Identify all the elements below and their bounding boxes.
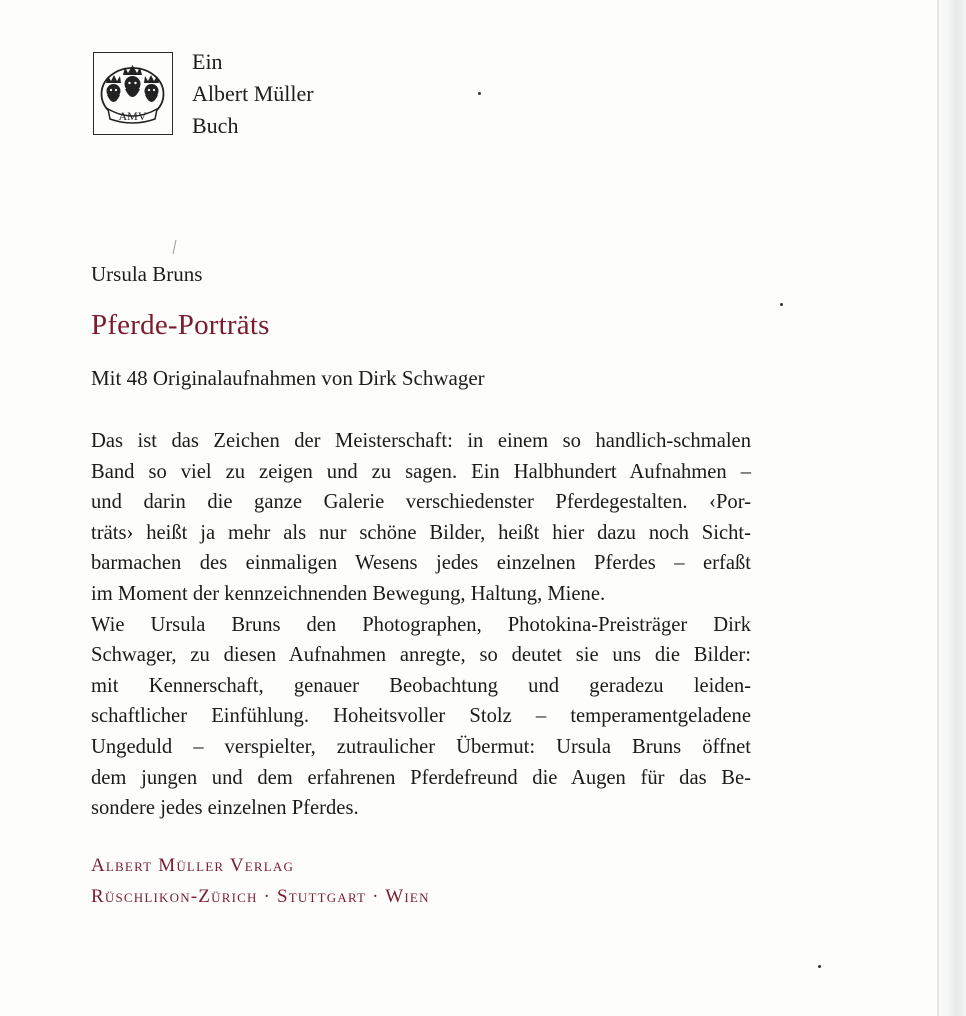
blurb-line: Band so viel zu zeigen und zu sagen. Ein Halbhundert Aufnahmen – (91, 460, 751, 483)
author-name: Ursula Bruns (91, 262, 203, 286)
imprint-line-1: Ein (192, 49, 223, 74)
paper-speck (818, 965, 821, 968)
page-edge-shadow (936, 0, 966, 1016)
paper-speck (780, 303, 783, 306)
book-subtitle: Mit 48 Originalaufnahmen von Dirk Schwager (91, 366, 485, 390)
blurb-line: Wie Ursula Bruns den Photographen, Photokina-Preisträger Dirk (91, 613, 751, 636)
publisher-logo (93, 52, 173, 135)
publisher-cities: Rüschlikon-Zürich · Stuttgart · Wien (91, 886, 430, 907)
blurb-line: barmachen des einmaligen Wesens jedes einzelnen Pferdes – erfaßt (91, 552, 751, 575)
blurb-line: mit Kennerschaft, genauer Beobachtung und geradezu leiden- (91, 674, 751, 697)
paper-speck (478, 92, 481, 95)
publisher-block (91, 850, 430, 912)
blurb-line: Das ist das Zeichen der Meisterschaft: in einem so handlich-schmalen (91, 430, 751, 452)
blurb-line: dem jungen und dem erfahrenen Pferdefreund die Augen für das Be- (91, 766, 751, 789)
blurb-line: und darin die ganze Galerie verschiedenster Pferdegestalten. ‹Por- (91, 491, 751, 514)
three-crowned-heads-icon (94, 53, 171, 133)
publisher-name: Albert Müller Verlag (91, 855, 295, 876)
blurb-line: sondere jedes einzelnen Pferdes. (91, 797, 359, 820)
blurb-line: im Moment der kennzeichnenden Bewegung, Haltung, Miene. (91, 582, 606, 605)
page-edge-line (937, 0, 939, 1016)
imprint (192, 46, 314, 142)
imprint-line-3: Buch (192, 113, 239, 138)
blurb-line: schaftlicher Einfühlung. Hoheitsvoller Stolz – temperamentgeladene (91, 705, 751, 728)
blurb-line: Ungeduld – verspielter, zutraulicher Übermut: Ursula Bruns öffnet (91, 735, 751, 758)
paper-scratch (173, 240, 177, 254)
blurb-text (91, 426, 751, 824)
book-title: Pferde-Porträts (91, 309, 270, 341)
logo-text: AMV (118, 109, 147, 123)
imprint-line-2: Albert Müller (192, 81, 314, 106)
blurb-line: Schwager, zu diesen Aufnahmen anregte, so deutet sie uns die Bilder: (91, 644, 751, 667)
blurb-line: träts› heißt ja mehr als nur schöne Bilder, heißt hier dazu noch Sicht- (91, 521, 751, 544)
